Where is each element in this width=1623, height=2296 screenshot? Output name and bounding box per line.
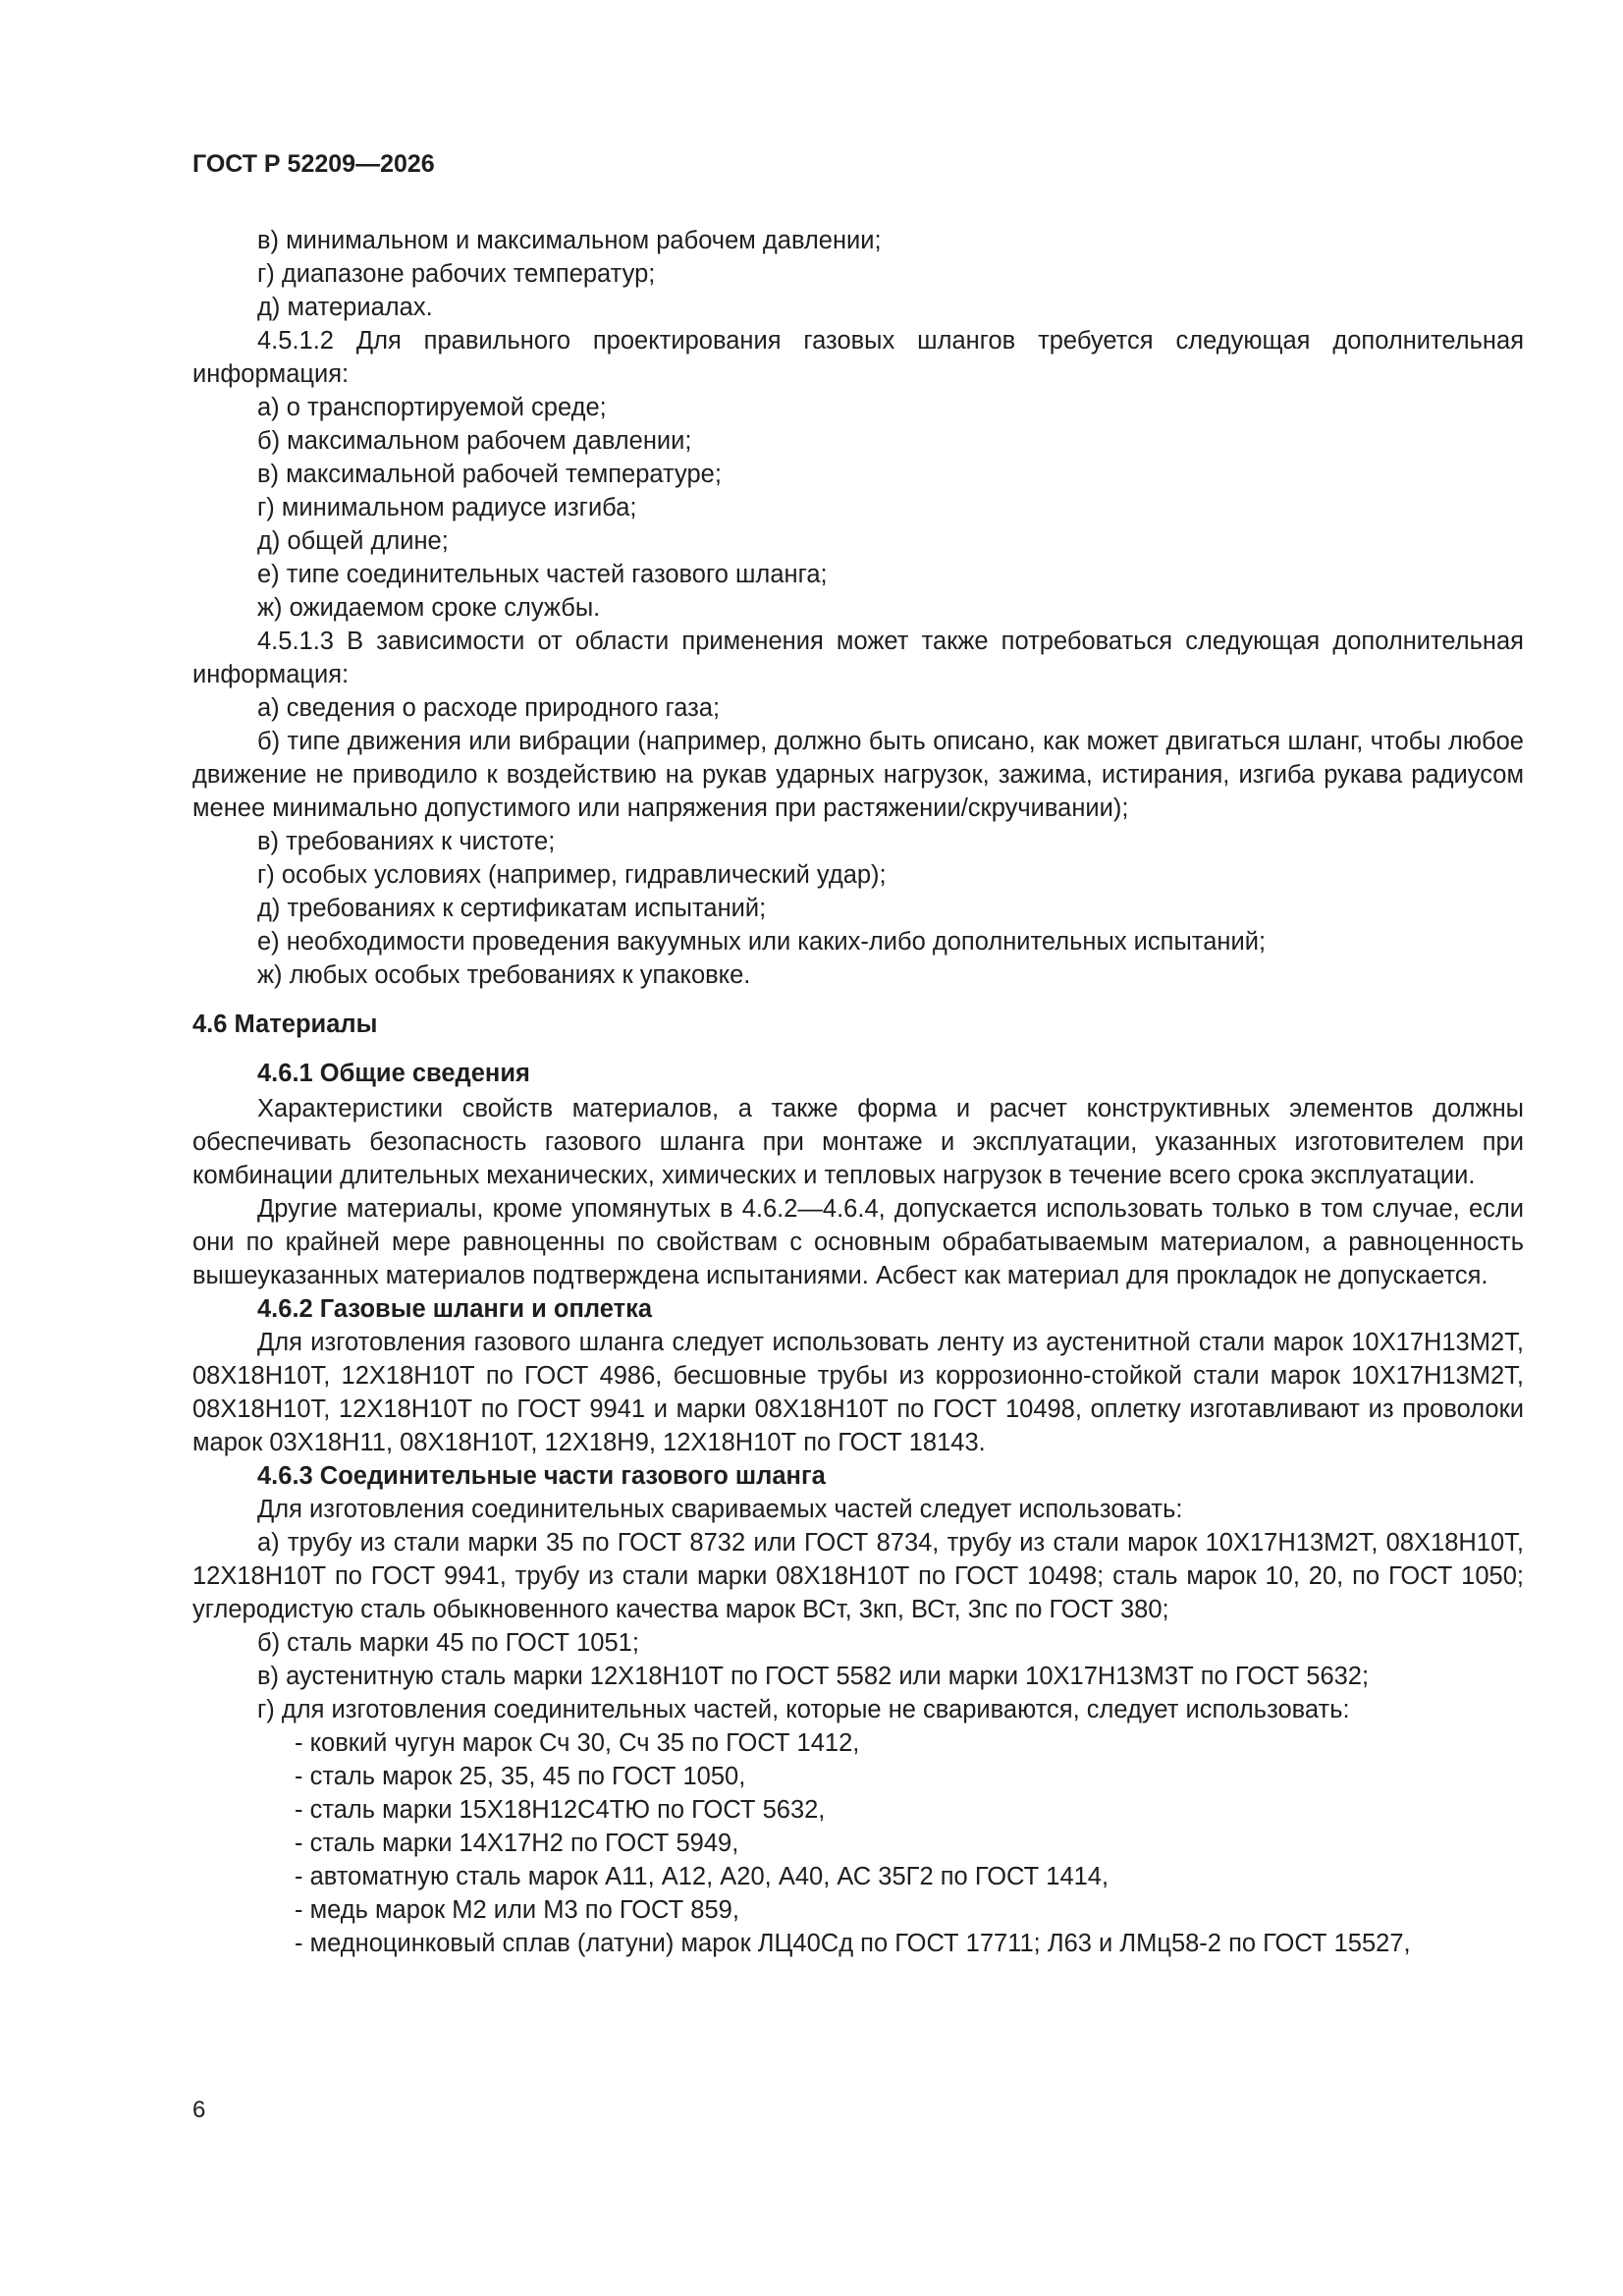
page-number: 6	[192, 2097, 206, 2123]
list-item: в) аустенитную сталь марки 12Х18Н10Т по ГОСТ 5582 или марки 10Х17Н13М3Т по ГОСТ 5632;	[257, 1663, 1370, 1690]
list-item: в) требованиях к чистоте;	[257, 828, 556, 855]
paragraph: Другие материалы, кроме упомянутых в 4.6.2—4.6.4, допускается использовать только в том случае, если они по крайней мере равноценны по свойствам с основным обрабатываемым материалом, а равноценность вышеуказанных материалов подтверждена испытаниями. Асбест как материал для прокладок не допускается.	[192, 1195, 1524, 1289]
list-item: б) типе движения или вибрации (например, должно быть описано, как может двигаться шланг, чтобы любое движение не приводило к воздействию на рукав ударных нагрузок, зажима, истирания, изгиба рукава радиусом менее минимально допустимого или напряжения при растяжении/скручивании);	[192, 728, 1524, 822]
paragraph: Характеристики свойств материалов, а также форма и расчет конструктивных элементов должны обеспечивать безопасность газового шланга при монтаже и эксплуатации, указанных изготовителем при комбинации длительных механических, химических и тепловых нагрузок в течение всего срока эксплуатации.	[192, 1095, 1524, 1189]
dash-item: - автоматную сталь марок А11, А12, А20, А40, АС 35Г2 по ГОСТ 1414,	[295, 1863, 1109, 1890]
dash-item: - ковкий чугун марок Сч 30, Сч 35 по ГОСТ 1412,	[295, 1729, 860, 1757]
dash-item: - медь марок М2 или М3 по ГОСТ 859,	[295, 1896, 739, 1924]
list-item: д) требованиях к сертификатам испытаний;	[257, 895, 767, 922]
list-item: а) сведения о расходе природного газа;	[257, 694, 721, 722]
list-item: д) материалах.	[257, 294, 433, 321]
document-code: ГОСТ Р 52209—2026	[192, 150, 435, 178]
list-item: г) диапазоне рабочих температур;	[257, 260, 656, 288]
list-item: г) для изготовления соединительных частей, которые не свариваются, следует использовать:	[257, 1696, 1350, 1723]
section-heading-4-6: 4.6 Материалы	[192, 1011, 378, 1038]
paragraph: Для изготовления газового шланга следует использовать ленту из аустенитной стали марок 10Х17Н13М2Т, 08Х18Н10Т, 12Х18Н10Т по ГОСТ 4986, бесшовные трубы из коррозионно-стойкой стали марок 10Х17Н13М2Т, 08Х18Н10Т, 12Х18Н10Т по ГОСТ 9941 и марки 08Х18Н10Т по ГОСТ 10498, оплетку изготавливают из проволоки марок 03Х18Н11, 08Х18Н10Т, 12Х18Н9, 12Х18Н10Т по ГОСТ 18143.	[192, 1329, 1524, 1456]
list-item: в) максимальной рабочей температуре;	[257, 461, 722, 488]
list-item: д) общей длине;	[257, 527, 449, 555]
list-item: ж) любых особых требованиях к упаковке.	[257, 961, 751, 989]
subsection-heading-4-6-2: 4.6.2 Газовые шланги и оплетка	[257, 1295, 653, 1323]
list-item: а) о транспортируемой среде;	[257, 394, 607, 421]
list-item: ж) ожидаемом сроке службы.	[257, 594, 601, 622]
page-body	[192, 224, 1524, 1960]
list-item: г) минимальном радиусе изгиба;	[257, 494, 637, 521]
list-item: в) минимальном и максимальном рабочем давлении;	[257, 227, 882, 254]
list-item: е) необходимости проведения вакуумных или каких-либо дополнительных испытаний;	[257, 928, 1267, 956]
list-item: б) сталь марки 45 по ГОСТ 1051;	[257, 1629, 639, 1657]
clause-4-5-1-2: 4.5.1.2 Для правильного проектирования газовых шлангов требуется следующая дополнительная информация:	[192, 327, 1524, 388]
dash-item: - медноцинковый сплав (латуни) марок ЛЦ40Сд по ГОСТ 17711; Л63 и ЛМц58-2 по ГОСТ 15527,	[295, 1930, 1411, 1957]
paragraph: Для изготовления соединительных свариваемых частей следует использовать:	[257, 1496, 1183, 1523]
list-item: е) типе соединительных частей газового шланга;	[257, 561, 828, 588]
dash-item: - сталь марки 15Х18Н12С4ТЮ по ГОСТ 5632,	[295, 1796, 826, 1824]
clause-4-5-1-3: 4.5.1.3 В зависимости от области применения может также потребоваться следующая дополнительная информация:	[192, 628, 1524, 688]
list-item: б) максимальном рабочем давлении;	[257, 427, 692, 455]
dash-item: - сталь марки 14Х17Н2 по ГОСТ 5949,	[295, 1830, 739, 1857]
list-item: г) особых условиях (например, гидравлический удар);	[257, 861, 887, 889]
list-item: а) трубу из стали марки 35 по ГОСТ 8732 или ГОСТ 8734, трубу из стали марок 10Х17Н13М2Т, 08Х18Н10Т, 12Х18Н10Т по ГОСТ 9941, трубу из стали марки 08Х18Н10Т по ГОСТ 10498; сталь марок 10, 20, по ГОСТ 1050; углеродистую сталь обыкновенного качества марок ВСт, 3кп, ВСт, 3пс по ГОСТ 380;	[192, 1529, 1524, 1623]
subsection-heading-4-6-1: 4.6.1 Общие сведения	[257, 1060, 530, 1087]
subsection-heading-4-6-3: 4.6.3 Соединительные части газового шланга	[257, 1462, 826, 1490]
dash-item: - сталь марок 25, 35, 45 по ГОСТ 1050,	[295, 1763, 746, 1790]
